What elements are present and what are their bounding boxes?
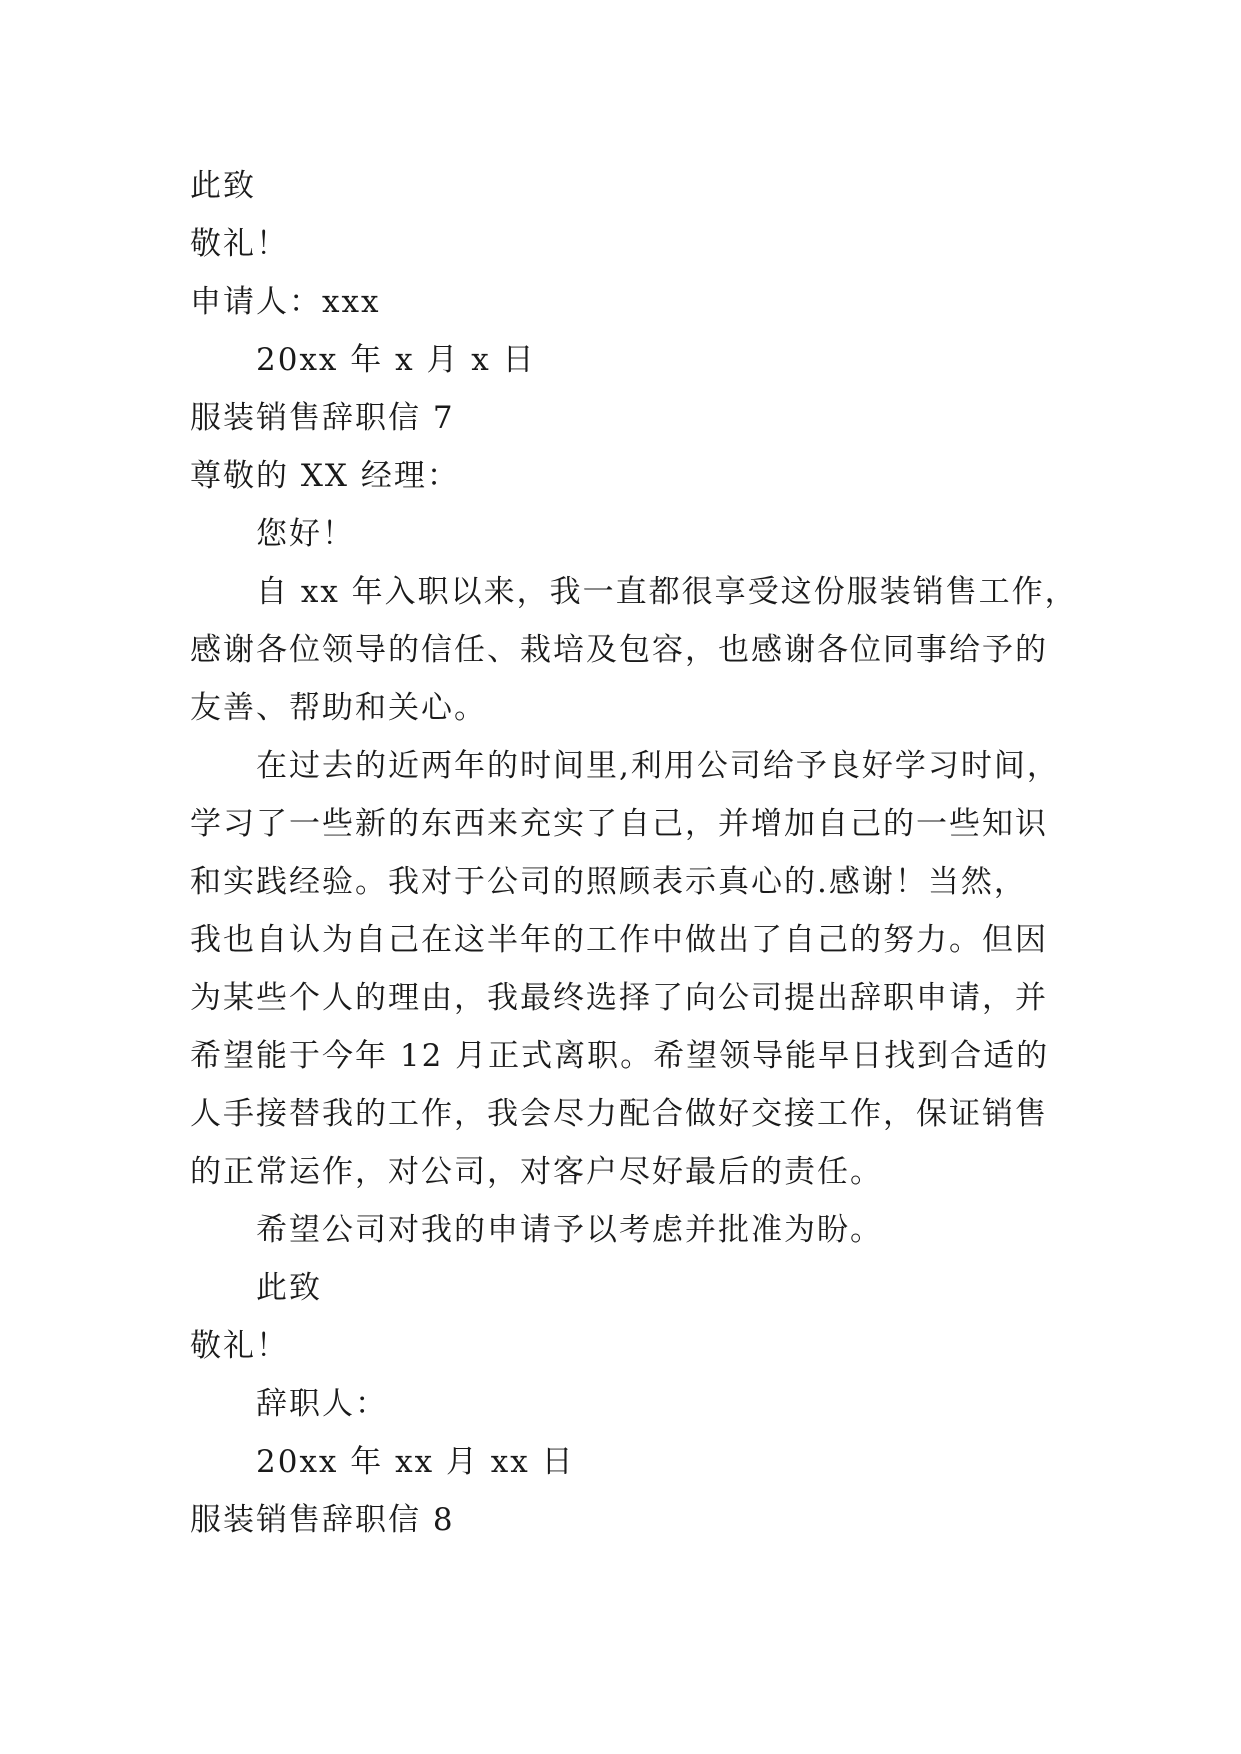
section-title: 服装销售辞职信 8 — [190, 1502, 455, 1538]
closing-regards: 敬礼！ — [190, 226, 289, 262]
body-paragraph-line: 自 xx 年入职以来，我一直都很享受这份服装销售工作， — [256, 574, 1078, 610]
body-paragraph-line: 为某些个人的理由，我最终选择了向公司提出辞职申请，并 — [190, 980, 1048, 1016]
body-paragraph-line: 友善、帮助和关心。 — [190, 690, 487, 726]
body-paragraph-line: 和实践经验。我对于公司的照顾表示真心的.感谢！当然， — [190, 864, 1027, 900]
body-paragraph-line: 在过去的近两年的时间里,利用公司给予良好学习时间， — [256, 748, 1060, 784]
body-paragraph-line: 我也自认为自己在这半年的工作中做出了自己的努力。但因 — [190, 922, 1048, 958]
letter-greeting: 尊敬的 XX 经理： — [190, 458, 460, 494]
date-line: 20xx 年 x 月 x 日 — [256, 342, 536, 378]
closing-salutation: 此致 — [256, 1270, 322, 1306]
body-paragraph-line: 学习了一些新的东西来充实了自己，并增加自己的一些知识 — [190, 806, 1048, 842]
date-line: 20xx 年 xx 月 xx 日 — [256, 1444, 575, 1480]
body-paragraph-line: 人手接替我的工作，我会尽力配合做好交接工作，保证销售 — [190, 1096, 1048, 1132]
closing-regards: 敬礼！ — [190, 1328, 289, 1364]
body-paragraph-line: 希望能于今年 12 月正式离职。希望领导能早日找到合适的 — [190, 1038, 1050, 1074]
applicant-line: 申请人：xxx — [190, 284, 381, 320]
body-paragraph-line: 希望公司对我的申请予以考虑并批准为盼。 — [256, 1212, 883, 1248]
resigner-line: 辞职人： — [256, 1386, 388, 1422]
body-paragraph-line: 的正常运作，对公司，对客户尽好最后的责任。 — [190, 1154, 883, 1190]
section-title: 服装销售辞职信 7 — [190, 400, 455, 436]
closing-salutation: 此致 — [190, 168, 256, 204]
body-paragraph-line: 感谢各位领导的信任、栽培及包容，也感谢各位同事给予的 — [190, 632, 1048, 668]
letter-hello: 您好！ — [256, 516, 355, 552]
